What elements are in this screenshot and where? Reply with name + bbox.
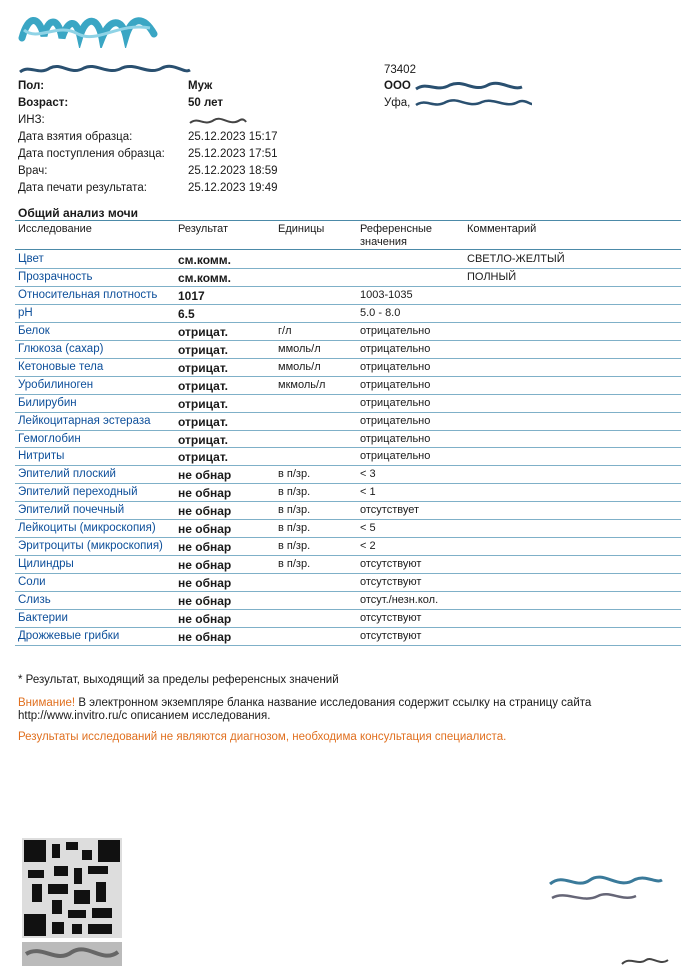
- test-name[interactable]: Билирубин: [18, 396, 77, 409]
- invitro-logo: [18, 8, 158, 48]
- test-reference: отрицательно: [360, 342, 431, 355]
- test-name[interactable]: Прозрачность: [18, 270, 93, 283]
- test-result: отрицат.: [178, 378, 228, 393]
- test-reference: 5.0 - 8.0: [360, 306, 401, 319]
- test-units: в п/зр.: [278, 468, 311, 481]
- row-rule: [15, 573, 681, 574]
- test-name[interactable]: Эпителий переходный: [18, 486, 138, 499]
- test-reference: отсутствует: [360, 504, 420, 517]
- doctor-value: 25.12.2023 18:59: [188, 165, 278, 177]
- row-rule: [15, 322, 681, 323]
- test-name[interactable]: Бактерии: [18, 612, 68, 624]
- test-reference: < 2: [360, 540, 376, 553]
- table-top-rule: [15, 220, 681, 221]
- org-name: ООО: [384, 80, 411, 92]
- header-comment: Комментарий: [467, 223, 537, 235]
- attention-label: Внимание!: [18, 697, 76, 709]
- attention-line-2[interactable]: http://www.invitro.ru/с описанием исследования.: [18, 710, 271, 722]
- row-rule: [15, 412, 681, 413]
- test-reference: отрицательно: [360, 396, 431, 409]
- test-result: отрицат.: [178, 450, 228, 465]
- asterisk-note: * Результат, выходящий за пределы референсных значений: [18, 674, 339, 686]
- test-reference: отрицательно: [360, 432, 431, 445]
- row-rule: [15, 627, 681, 628]
- inz-value-redacted: [188, 114, 248, 128]
- test-units: в п/зр.: [278, 540, 311, 553]
- age-label: Возраст:: [18, 97, 69, 109]
- test-reference: отрицательно: [360, 324, 431, 337]
- row-rule: [15, 376, 681, 377]
- disclaimer: Результаты исследований не являются диагнозом, необходима консультация специалиста.: [18, 731, 507, 743]
- row-rule: [15, 645, 681, 646]
- header-reference-1: Референсные: [360, 223, 433, 235]
- test-result: не обнар: [178, 558, 232, 573]
- test-reference: < 3: [360, 468, 376, 481]
- test-result: не обнар: [178, 504, 232, 519]
- test-comment: ПОЛНЫЙ: [467, 270, 517, 283]
- test-result: 6.5: [178, 306, 195, 321]
- test-name[interactable]: Цвет: [18, 253, 44, 265]
- row-rule: [15, 286, 681, 287]
- order-code: 73402: [384, 64, 416, 76]
- print-date-value: 25.12.2023 19:49: [188, 182, 278, 194]
- test-reference: < 5: [360, 522, 376, 535]
- test-name[interactable]: Лейкоциты (микроскопия): [18, 522, 156, 535]
- test-name[interactable]: Эритроциты (микроскопия): [18, 540, 163, 553]
- row-rule: [15, 519, 681, 520]
- attention-text-1: В электронном экземпляре бланка название исследования содержит ссылку на страницу сайта: [75, 697, 592, 709]
- test-result: отрицат.: [178, 432, 228, 447]
- test-reference: отрицательно: [360, 378, 431, 391]
- city: Уфа,: [384, 97, 411, 109]
- row-rule: [15, 394, 681, 395]
- row-rule: [15, 555, 681, 556]
- test-units: в п/зр.: [278, 558, 311, 571]
- test-reference: отсутствуют: [360, 576, 422, 589]
- row-rule: [15, 358, 681, 359]
- test-name[interactable]: pH: [18, 306, 33, 319]
- sample-taken-label: Дата взятия образца:: [18, 131, 133, 143]
- test-result: не обнар: [178, 629, 232, 644]
- test-name[interactable]: Относительная плотность: [18, 288, 158, 301]
- test-result: отрицат.: [178, 360, 228, 375]
- test-units: ммоль/л: [278, 342, 321, 355]
- test-units: в п/зр.: [278, 486, 311, 499]
- header-units: Единицы: [278, 223, 325, 235]
- header-reference-2: значения: [360, 236, 408, 248]
- test-reference: отсутствуют: [360, 558, 422, 571]
- test-result: отрицат.: [178, 396, 228, 411]
- test-name[interactable]: Кетоновые тела: [18, 360, 104, 373]
- row-rule: [15, 340, 681, 341]
- row-rule: [15, 430, 681, 431]
- page-mark: [620, 952, 670, 970]
- section-title: Общий анализ мочи: [18, 206, 138, 220]
- test-reference: отсутствуют: [360, 629, 422, 642]
- doctor-label: Врач:: [18, 165, 48, 177]
- test-name[interactable]: Гемоглобин: [18, 432, 81, 445]
- test-result: 1017: [178, 288, 205, 303]
- sex-label: Пол:: [18, 80, 45, 92]
- test-name[interactable]: Лейкоцитарная эстераза: [18, 414, 151, 427]
- address-redacted: [414, 95, 534, 111]
- test-reference: отсутствуют: [360, 612, 422, 624]
- header-result: Результат: [178, 223, 229, 235]
- sex-value: Муж: [188, 80, 213, 92]
- qr-code: [22, 838, 122, 968]
- inz-label: ИНЗ:: [18, 114, 45, 126]
- test-result: отрицат.: [178, 324, 228, 339]
- sample-received-label: Дата поступления образца:: [18, 148, 165, 160]
- test-name[interactable]: Глюкоза (сахар): [18, 342, 104, 355]
- row-rule: [15, 483, 681, 484]
- row-rule: [15, 465, 681, 466]
- test-name[interactable]: Белок: [18, 324, 50, 337]
- age-value: 50 лет: [188, 97, 224, 109]
- row-rule: [15, 447, 681, 448]
- test-comment: СВЕТЛО-ЖЕЛТЫЙ: [467, 253, 565, 265]
- test-result: не обнар: [178, 522, 232, 537]
- test-units: ммоль/л: [278, 360, 321, 373]
- test-name[interactable]: Эпителий почечный: [18, 504, 125, 517]
- test-name[interactable]: Нитриты: [18, 450, 65, 463]
- row-rule: [15, 591, 681, 592]
- row-rule: [15, 609, 681, 610]
- test-result: не обнар: [178, 540, 232, 555]
- sample-received-value: 25.12.2023 17:51: [188, 148, 278, 160]
- row-rule: [15, 304, 681, 305]
- test-name[interactable]: Слизь: [18, 594, 51, 607]
- test-reference: отрицательно: [360, 414, 431, 427]
- test-name[interactable]: Дрожжевые грибки: [18, 629, 120, 642]
- print-date-label: Дата печати результата:: [18, 182, 147, 194]
- test-reference: 1003-1035: [360, 288, 413, 301]
- attention-line-1: [18, 697, 591, 709]
- test-name[interactable]: Соли: [18, 576, 46, 589]
- sample-taken-value: 25.12.2023 15:17: [188, 131, 278, 143]
- patient-name-redacted: [18, 60, 193, 78]
- test-name[interactable]: Уробилиноген: [18, 378, 94, 391]
- test-result: не обнар: [178, 612, 232, 626]
- header-test: Исследование: [18, 223, 92, 235]
- table-header-rule: [15, 249, 681, 250]
- test-result: не обнар: [178, 486, 232, 501]
- test-units: в п/зр.: [278, 504, 311, 517]
- row-rule: [15, 501, 681, 502]
- test-reference: отсут./незн.кол.: [360, 594, 439, 607]
- signature: [546, 868, 666, 908]
- row-rule: [15, 537, 681, 538]
- test-reference: отрицательно: [360, 360, 431, 373]
- org-name-redacted: [414, 79, 524, 95]
- test-reference: отрицательно: [360, 450, 431, 463]
- row-rule: [15, 268, 681, 269]
- test-units: в п/зр.: [278, 522, 311, 535]
- test-result: не обнар: [178, 594, 232, 609]
- test-reference: < 1: [360, 486, 376, 499]
- test-units: г/л: [278, 324, 292, 337]
- test-result: не обнар: [178, 468, 232, 483]
- test-name[interactable]: Эпителий плоский: [18, 468, 116, 481]
- test-result: не обнар: [178, 576, 232, 591]
- test-result: отрицат.: [178, 414, 228, 429]
- test-units: мкмоль/л: [278, 378, 326, 391]
- test-result: см.комм.: [178, 253, 231, 267]
- test-result: см.комм.: [178, 270, 231, 285]
- test-name[interactable]: Цилиндры: [18, 558, 74, 571]
- test-result: отрицат.: [178, 342, 228, 357]
